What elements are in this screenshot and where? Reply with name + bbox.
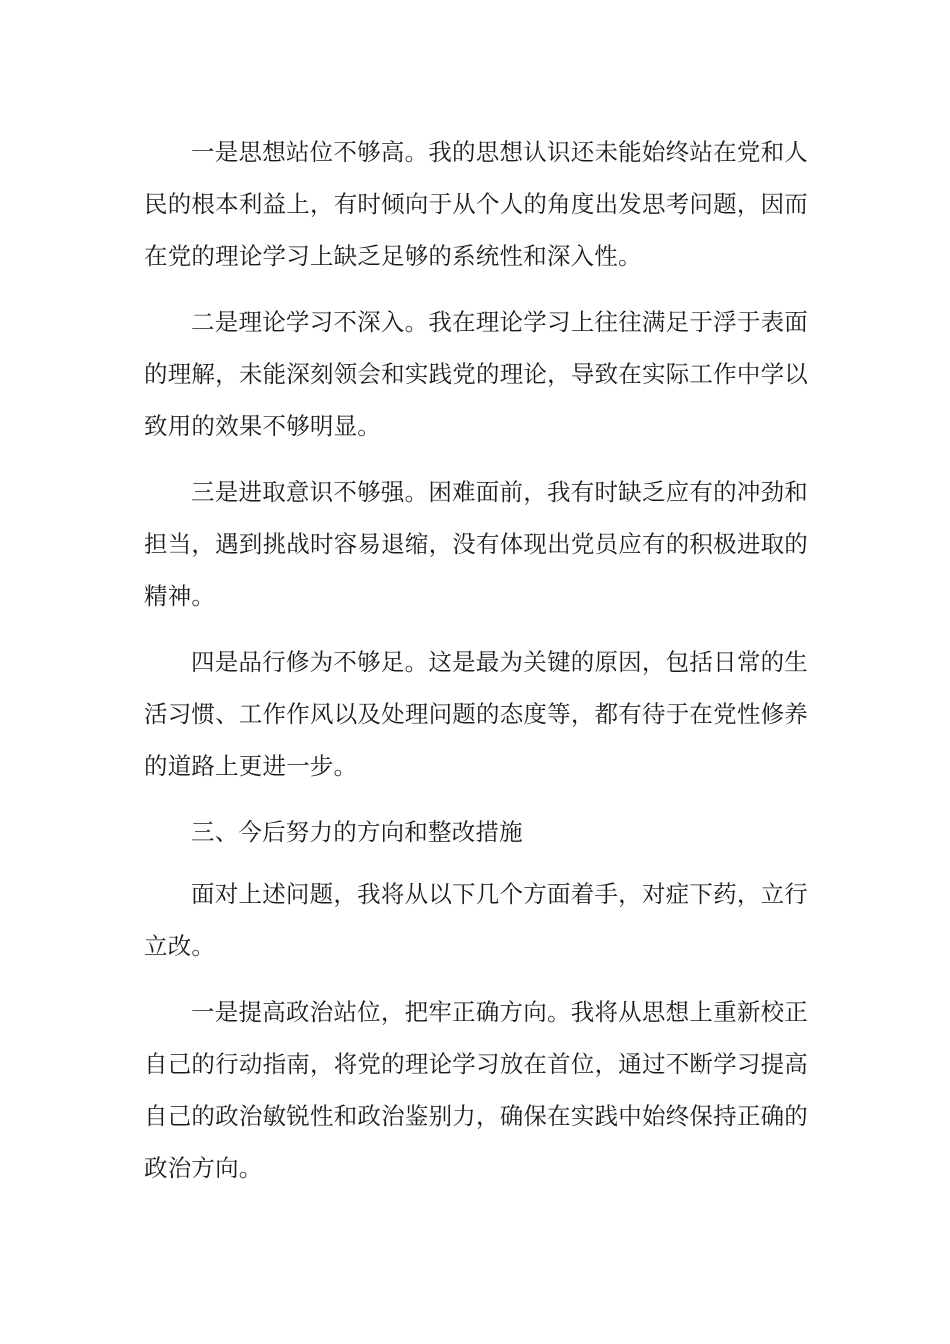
paragraph-thinking-position: 一是思想站位不够高。我的思想认识还未能始终站在党和人民的根本利益上，有时倾向于从个人的角度出发思考问题，因而在党的理论学习上缺乏足够的系统性和深入性。: [144, 138, 808, 270]
paragraph-conduct-cultivation: 四是品行修为不够足。这是最为关键的原因，包括日常的生活习惯、工作作风以及处理问题的态度等，都有待于在党性修养的道路上更进一步。: [144, 648, 808, 780]
paragraph-political-stance: 一是提高政治站位，把牢正确方向。我将从思想上重新校正自己的行动指南，将党的理论学习放在首位，通过不断学习提高自己的政治敏锐性和政治鉴别力，确保在实践中始终保持正确的政治方向。: [144, 998, 808, 1182]
document-body: [144, 126, 808, 1208]
section-heading: 三、今后努力的方向和整改措施: [191, 818, 523, 846]
paragraph-intro-measures: 面对上述问题，我将从以下几个方面着手，对症下药，立行立改。: [144, 880, 808, 960]
paragraph-enterprising-spirit: 三是进取意识不够强。困难面前，我有时缺乏应有的冲劲和担当，遇到挑战时容易退缩，没有体现出党员应有的积极进取的精神。: [144, 478, 808, 610]
paragraph-theory-study: 二是理论学习不深入。我在理论学习上往往满足于浮于表面的理解，未能深刻领会和实践党的理论，导致在实际工作中学以致用的效果不够明显。: [144, 308, 808, 440]
